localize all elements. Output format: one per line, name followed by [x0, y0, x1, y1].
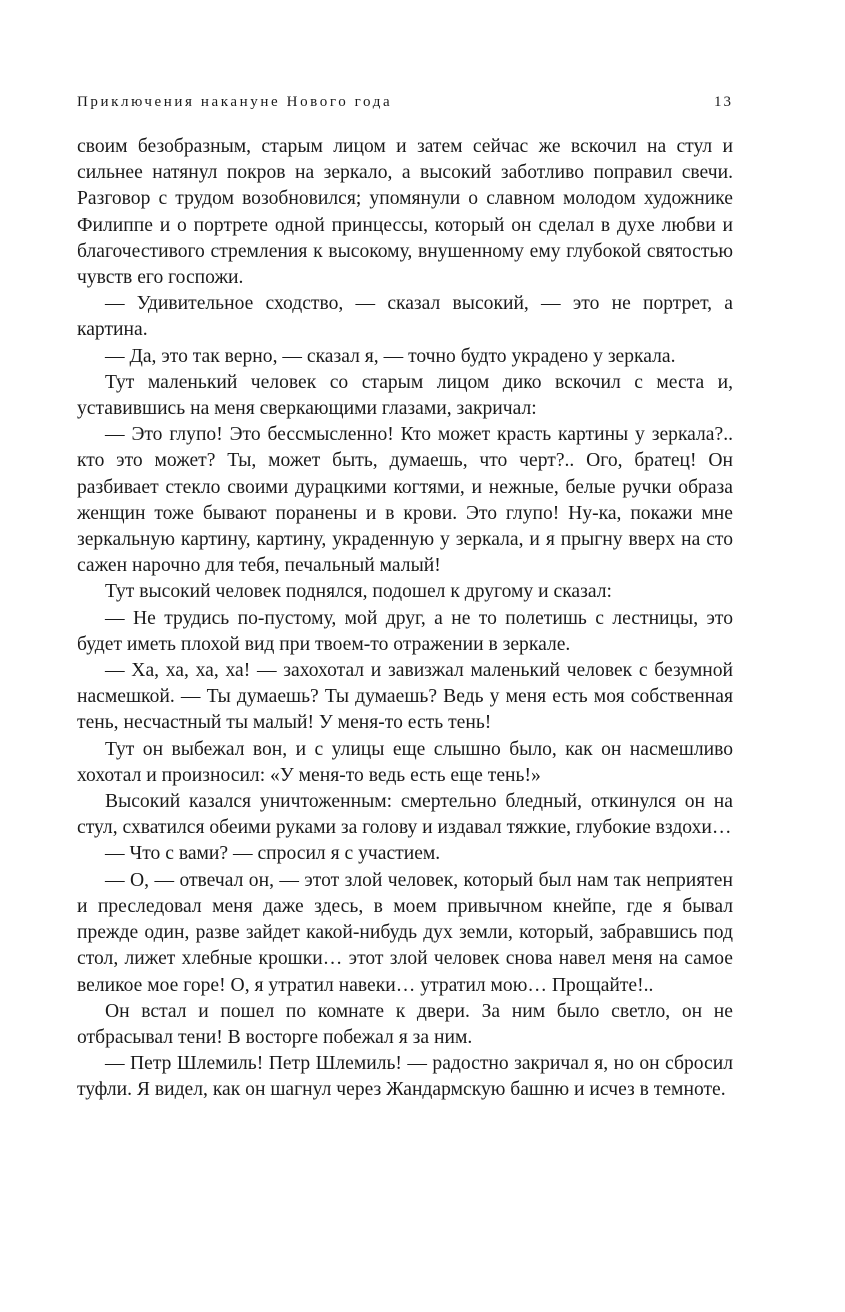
- paragraph: — Удивительное сходство, — сказал высокий, — это не портрет, а картина.: [77, 293, 733, 341]
- book-page: [77, 88, 733, 1104]
- paragraph: Тут высокий человек поднялся, подошел к другому и сказал:: [105, 581, 612, 603]
- paragraph: — О, — отвечал он, — этот злой человек, который был нам так неприятен и преследовал меня даже здесь, в моем привычном кнейпе, где я бывал прежде один, разве зайдет какой-нибудь дух земли, который, забравшись под стол, лижет хлебные крошки… этот злой человек снова навел меня на самое великое мое горе! О, я утратил навеки… утратил мою… Прощайте!..: [77, 869, 733, 996]
- running-head-title: Приключения накануне Нового года: [77, 94, 393, 110]
- paragraph: — Что с вами? — спросил я с участием.: [105, 843, 441, 865]
- paragraph: Тут маленький человек со старым лицом дико вскочил с места и, уставившись на меня сверкающими глазами, закричал:: [77, 371, 733, 420]
- paragraph: Тут он выбежал вон, и с улицы еще слышно было, как он насмешливо хохотал и произносил: «У меня-то ведь есть еще тень!»: [77, 738, 733, 786]
- paragraph: — Да, это так верно, — сказал я, — точно будто украдено у зеркала.: [105, 345, 676, 367]
- running-head: [77, 88, 733, 116]
- paragraph: — Петр Шлемиль! Петр Шлемиль! — радостно закричал я, но он сбросил туфли. Я видел, как он шагнул через Жандармскую башню и исчез в темноте.: [77, 1053, 733, 1101]
- paragraph: Он встал и пошел по комнате к двери. За ним было светло, он не отбрасывал тени! В восторге побежал я за ним.: [77, 1000, 733, 1048]
- paragraph: — Ха, ха, ха, ха! — захохотал и завизжал маленький человек с безумной насмешкой. — Ты думаешь? Ты думаешь? Ведь у меня есть моя собственная тень, несчастный ты малый! У меня-то есть тень!: [77, 660, 733, 734]
- paragraph: своим безобразным, старым лицом и затем сейчас же вскочил на стул и сильнее натянул покров на зеркало, а высокий заботливо поправил свечи. Разговор с трудом возобновился; упомянули о славном молодом художнике Филиппе и о портрете одной принцессы, который он сделал в духе любви и благочестивого стремления к высокому, внушенному ему глубокой святостью чувств его госпожи.: [77, 136, 733, 289]
- page-number: 13: [714, 94, 733, 110]
- paragraph: Высокий казался уничтоженным: смертельно бледный, откинулся он на стул, схватился обеими руками за голову и издавал тяжкие, глубокие вздохи…: [77, 791, 733, 839]
- paragraph: — Это глупо! Это бессмысленно! Кто может красть картины у зеркала?.. кто это может? Ты, может быть, думаешь, что черт?.. Ого, братец! Он разбивает стекло своими дурацкими когтями, и нежные, белые ручки образа женщин тоже бывают поранены и в крови. Это глупо! Ну-ка, покажи мне зеркальную картину, картину, украденную у зеркала, и я прыгну вверх на сто сажен нарочно для тебя, печальный малый!: [77, 424, 733, 577]
- body-text: [77, 134, 733, 1104]
- paragraph: — Не трудись по-пустому, мой друг, а не то полетишь с лестницы, это будет иметь плохой вид при твоем-то отражении в зеркале.: [77, 607, 733, 655]
